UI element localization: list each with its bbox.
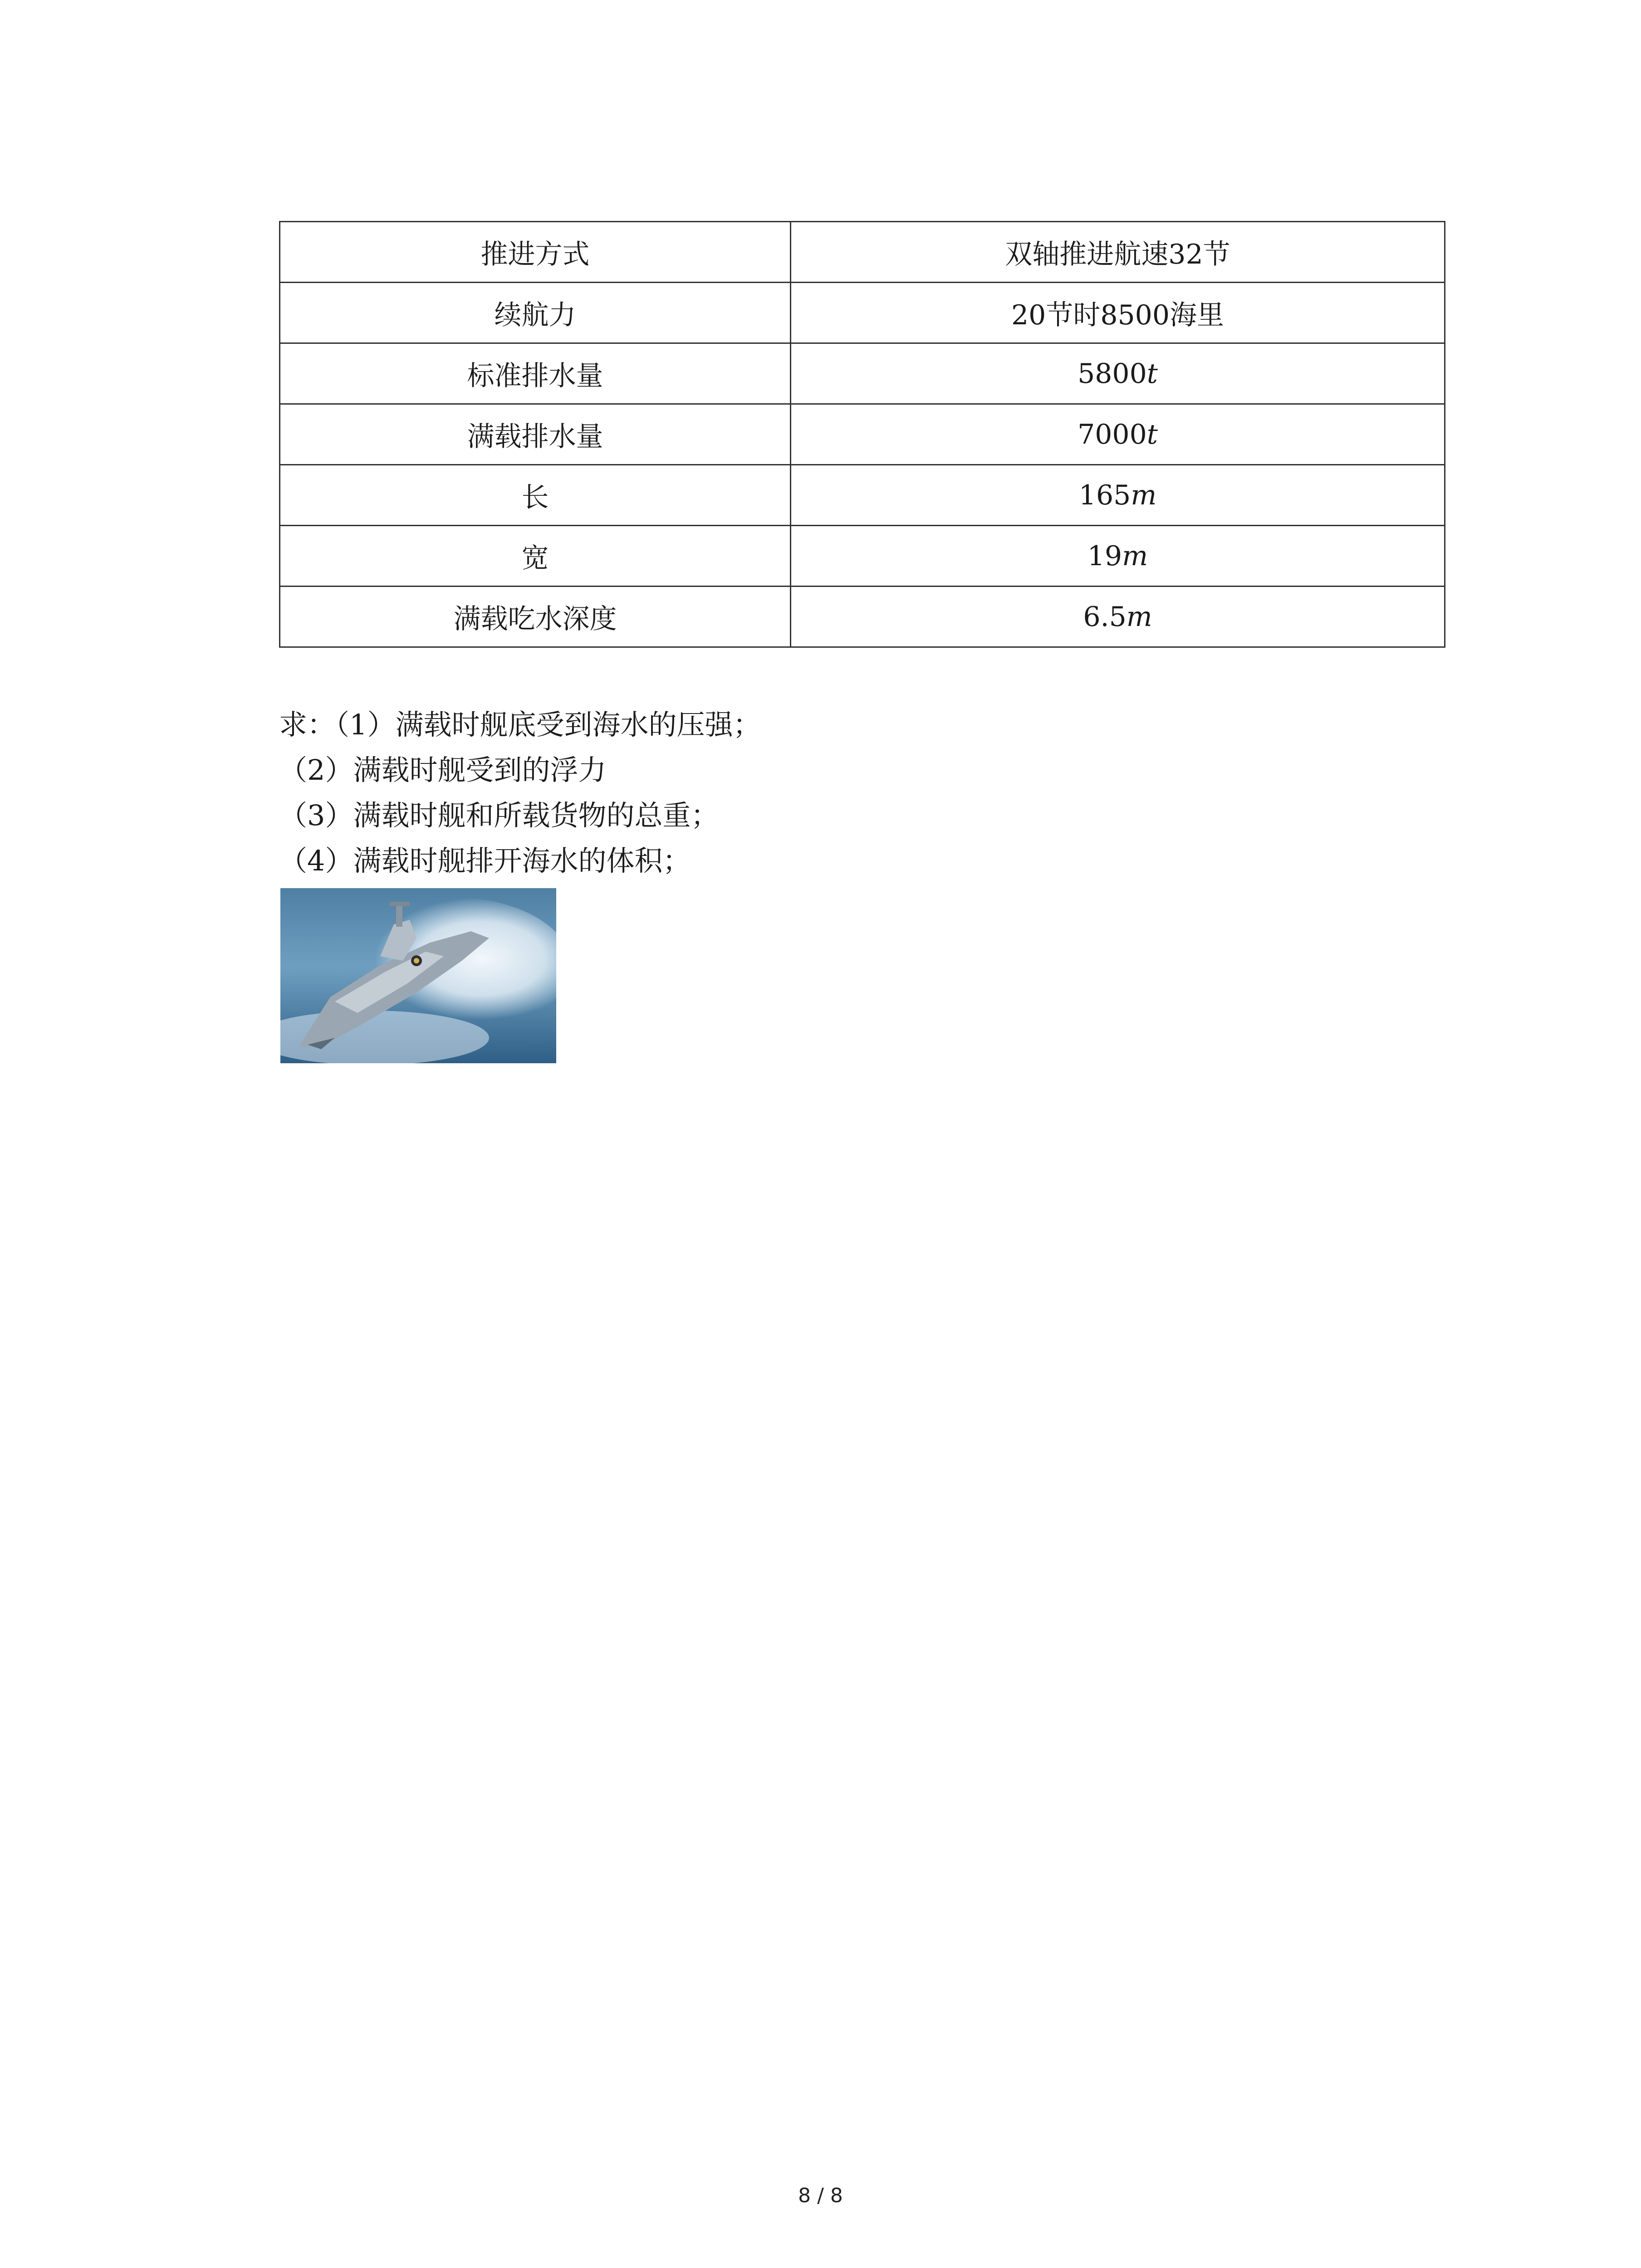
question-item: （3）满载时舰和所载货物的总重； (279, 799, 719, 832)
row-label: 长 (280, 465, 791, 526)
specs-table (279, 221, 1445, 648)
table-row (280, 465, 1445, 526)
table-row (280, 587, 1445, 647)
row-value: 双轴推进航速32节 (791, 222, 1445, 283)
row-label: 宽 (280, 526, 791, 587)
row-value: 6.5m (791, 587, 1445, 647)
table-row (280, 222, 1445, 283)
table-row (280, 526, 1445, 587)
row-label: 满载吃水深度 (280, 587, 791, 647)
row-label: 推进方式 (280, 222, 791, 283)
row-value: 19m (791, 526, 1445, 587)
table-row (280, 283, 1445, 343)
row-value: 5800t (791, 343, 1445, 404)
page-number: 8 / 8 (798, 2184, 843, 2207)
row-label: 标准排水量 (280, 343, 791, 404)
table-row (280, 404, 1445, 465)
question-item: （4）满载时舰排开海水的体积； (279, 844, 691, 877)
row-value: 20节时8500海里 (791, 283, 1445, 343)
row-label: 续航力 (280, 283, 791, 343)
question-item: 求：（1）满载时舰底受到海水的压强； (279, 708, 761, 741)
row-value: 7000t (791, 404, 1445, 465)
question-list (279, 702, 761, 884)
row-value: 165m (791, 465, 1445, 526)
question-item: （2）满载时舰受到的浮力 (279, 753, 607, 787)
row-label: 满载排水量 (280, 404, 791, 465)
warship-illustration (280, 888, 556, 1063)
table-row (280, 343, 1445, 404)
warship-photo (280, 888, 556, 1063)
